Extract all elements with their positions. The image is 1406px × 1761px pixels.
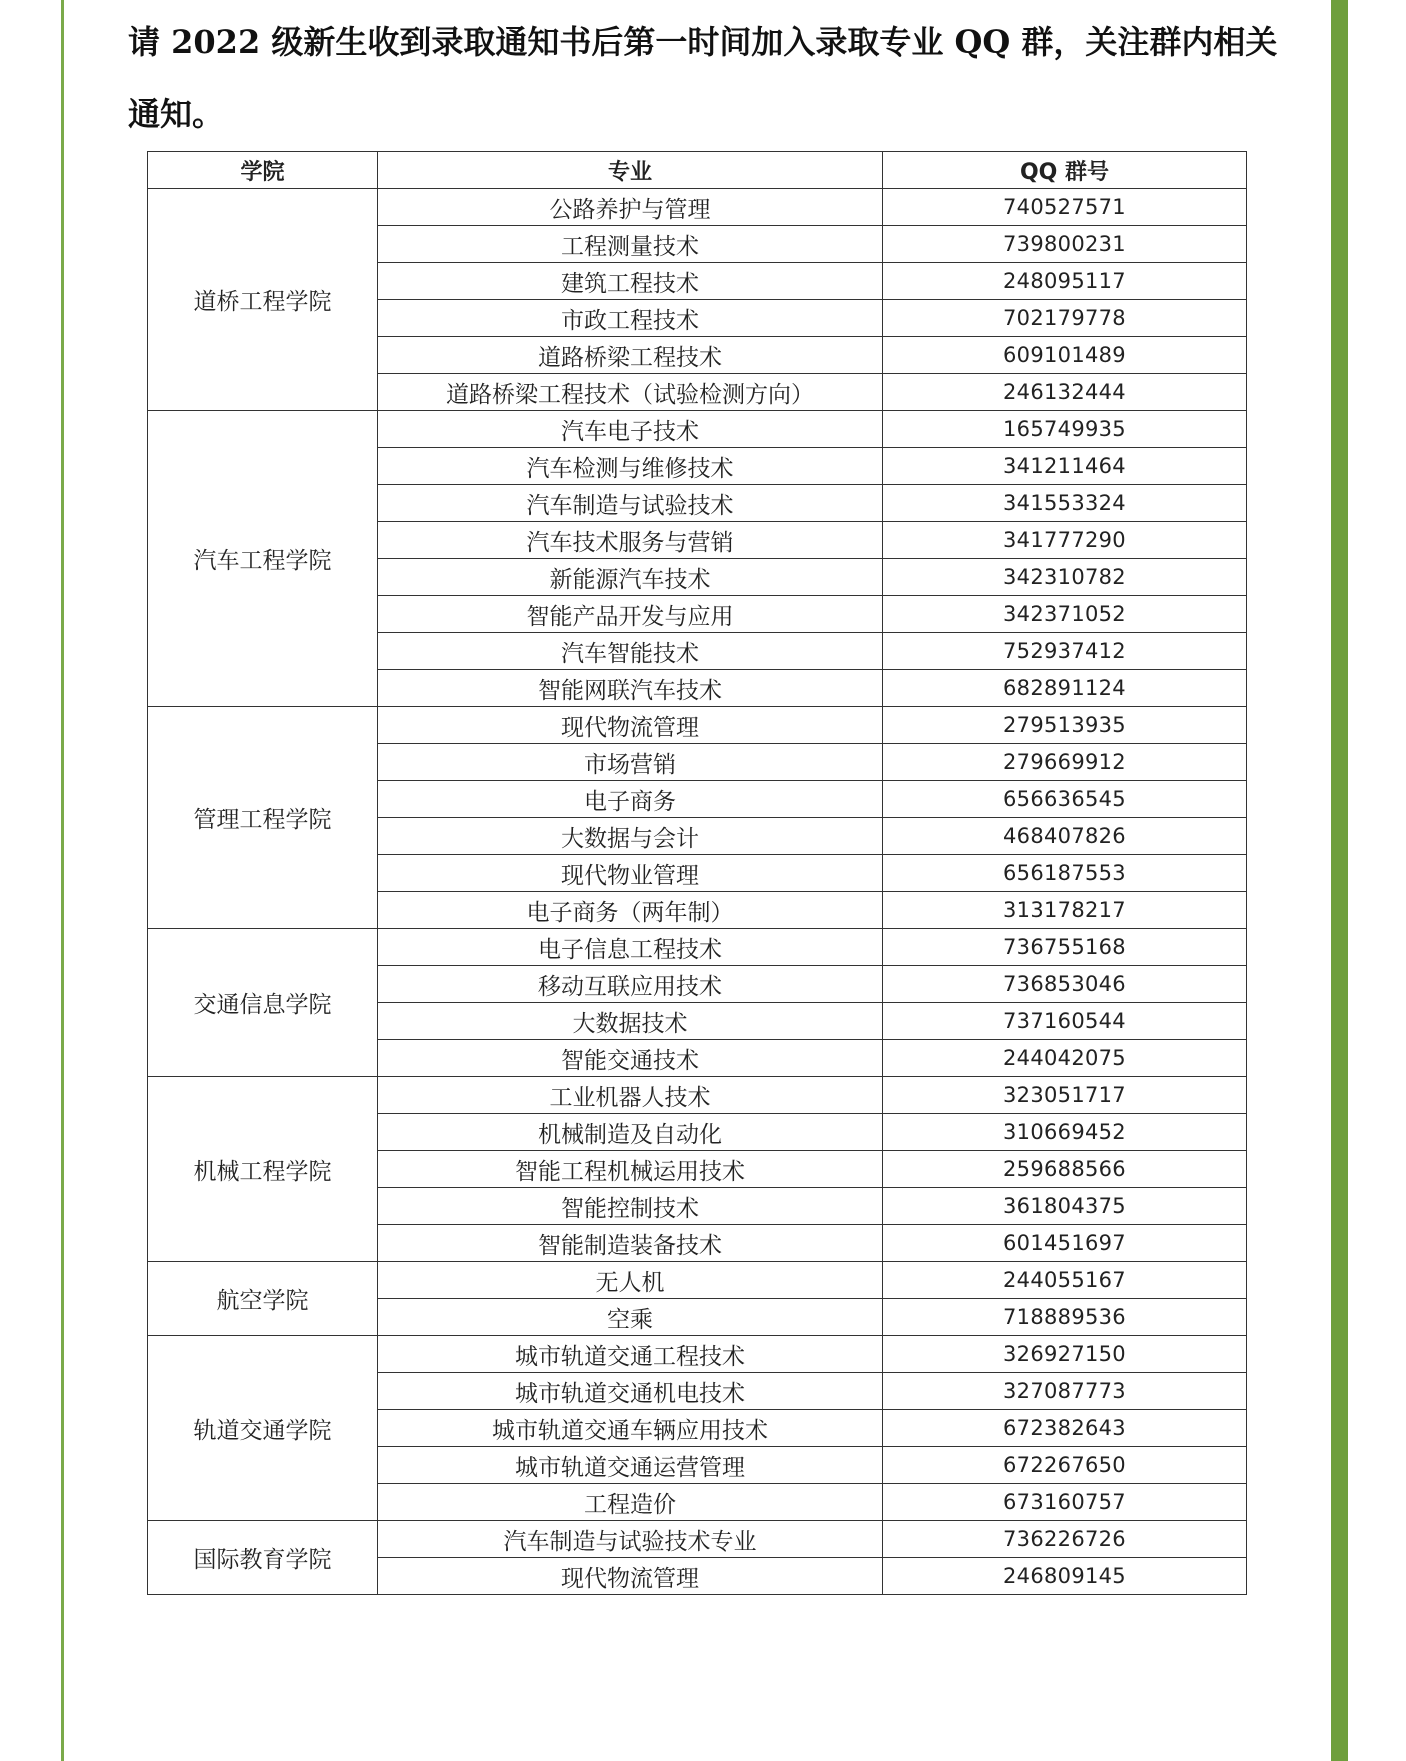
- qq-number-cell: 165749935: [883, 411, 1247, 448]
- qq-number-cell: 341777290: [883, 522, 1247, 559]
- major-cell: 城市轨道交通运营管理: [378, 1447, 883, 1484]
- major-cell: 工业机器人技术: [378, 1077, 883, 1114]
- college-cell: 机械工程学院: [148, 1077, 378, 1262]
- qq-number-cell: 327087773: [883, 1373, 1247, 1410]
- major-cell: 电子信息工程技术: [378, 929, 883, 966]
- major-cell: 道路桥梁工程技术: [378, 337, 883, 374]
- qq-number-cell: 740527571: [883, 189, 1247, 226]
- major-cell: 智能控制技术: [378, 1188, 883, 1225]
- college-cell: 国际教育学院: [148, 1521, 378, 1595]
- qq-number-cell: 682891124: [883, 670, 1247, 707]
- major-cell: 建筑工程技术: [378, 263, 883, 300]
- header-qq: QQ 群号: [883, 152, 1247, 189]
- header-major: 专业: [378, 152, 883, 189]
- major-cell: 汽车智能技术: [378, 633, 883, 670]
- qq-number-cell: 468407826: [883, 818, 1247, 855]
- qq-number-cell: 672382643: [883, 1410, 1247, 1447]
- major-cell: 新能源汽车技术: [378, 559, 883, 596]
- major-cell: 无人机: [378, 1262, 883, 1299]
- major-cell: 市政工程技术: [378, 300, 883, 337]
- qq-group-table: [147, 151, 1247, 1595]
- major-cell: 工程造价: [378, 1484, 883, 1521]
- page-border-left: [61, 0, 64, 1761]
- major-cell: 智能交通技术: [378, 1040, 883, 1077]
- qq-number-cell: 326927150: [883, 1336, 1247, 1373]
- qq-number-cell: 739800231: [883, 226, 1247, 263]
- qq-number-cell: 323051717: [883, 1077, 1247, 1114]
- major-cell: 移动互联应用技术: [378, 966, 883, 1003]
- major-cell: 城市轨道交通车辆应用技术: [378, 1410, 883, 1447]
- college-cell: 航空学院: [148, 1262, 378, 1336]
- table-row: [148, 1521, 1247, 1558]
- college-cell: 交通信息学院: [148, 929, 378, 1077]
- qq-number-cell: 752937412: [883, 633, 1247, 670]
- table-body: [148, 189, 1247, 1595]
- major-cell: 电子商务: [378, 781, 883, 818]
- qq-number-cell: 279513935: [883, 707, 1247, 744]
- major-cell: 机械制造及自动化: [378, 1114, 883, 1151]
- college-cell: 管理工程学院: [148, 707, 378, 929]
- major-cell: 现代物流管理: [378, 1558, 883, 1595]
- qq-number-cell: 246809145: [883, 1558, 1247, 1595]
- major-cell: 道路桥梁工程技术（试验检测方向）: [378, 374, 883, 411]
- qq-number-cell: 736226726: [883, 1521, 1247, 1558]
- qq-number-cell: 672267650: [883, 1447, 1247, 1484]
- major-cell: 工程测量技术: [378, 226, 883, 263]
- major-cell: 汽车制造与试验技术专业: [378, 1521, 883, 1558]
- qq-number-cell: 609101489: [883, 337, 1247, 374]
- qq-number-cell: 259688566: [883, 1151, 1247, 1188]
- major-cell: 电子商务（两年制）: [378, 892, 883, 929]
- qq-number-cell: 313178217: [883, 892, 1247, 929]
- major-cell: 智能产品开发与应用: [378, 596, 883, 633]
- major-cell: 智能制造装备技术: [378, 1225, 883, 1262]
- college-cell: 汽车工程学院: [148, 411, 378, 707]
- major-cell: 城市轨道交通工程技术: [378, 1336, 883, 1373]
- table-row: [148, 929, 1247, 966]
- qq-number-cell: 342310782: [883, 559, 1247, 596]
- qq-number-cell: 244055167: [883, 1262, 1247, 1299]
- qq-number-cell: 246132444: [883, 374, 1247, 411]
- qq-number-cell: 656636545: [883, 781, 1247, 818]
- table-row: [148, 1077, 1247, 1114]
- major-cell: 大数据与会计: [378, 818, 883, 855]
- college-cell: 轨道交通学院: [148, 1336, 378, 1521]
- table-header-row: [148, 152, 1247, 189]
- major-cell: 公路养护与管理: [378, 189, 883, 226]
- major-cell: 汽车制造与试验技术: [378, 485, 883, 522]
- table-row: [148, 189, 1247, 226]
- major-cell: 市场营销: [378, 744, 883, 781]
- qq-number-cell: 279669912: [883, 744, 1247, 781]
- major-cell: 城市轨道交通机电技术: [378, 1373, 883, 1410]
- major-cell: 现代物流管理: [378, 707, 883, 744]
- table-row: [148, 1336, 1247, 1373]
- qq-number-cell: 342371052: [883, 596, 1247, 633]
- table-row: [148, 1262, 1247, 1299]
- college-cell: 道桥工程学院: [148, 189, 378, 411]
- qq-number-cell: 601451697: [883, 1225, 1247, 1262]
- major-cell: 智能工程机械运用技术: [378, 1151, 883, 1188]
- table-row: [148, 707, 1247, 744]
- qq-number-cell: 244042075: [883, 1040, 1247, 1077]
- qq-number-cell: 736853046: [883, 966, 1247, 1003]
- qq-number-cell: 673160757: [883, 1484, 1247, 1521]
- major-cell: 汽车技术服务与营销: [378, 522, 883, 559]
- qq-number-cell: 736755168: [883, 929, 1247, 966]
- qq-number-cell: 341553324: [883, 485, 1247, 522]
- qq-number-cell: 310669452: [883, 1114, 1247, 1151]
- major-cell: 空乘: [378, 1299, 883, 1336]
- intro-notice: 请 2022 级新生收到录取通知书后第一时间加入录取专业 QQ 群，关注群内相关通知。: [128, 23, 1278, 133]
- qq-number-cell: 341211464: [883, 448, 1247, 485]
- major-cell: 汽车电子技术: [378, 411, 883, 448]
- major-cell: 智能网联汽车技术: [378, 670, 883, 707]
- major-cell: 现代物业管理: [378, 855, 883, 892]
- qq-number-cell: 702179778: [883, 300, 1247, 337]
- qq-number-cell: 718889536: [883, 1299, 1247, 1336]
- qq-number-cell: 361804375: [883, 1188, 1247, 1225]
- qq-number-cell: 656187553: [883, 855, 1247, 892]
- qq-number-cell: 248095117: [883, 263, 1247, 300]
- page-border-right: [1331, 0, 1348, 1761]
- major-cell: 汽车检测与维修技术: [378, 448, 883, 485]
- qq-number-cell: 737160544: [883, 1003, 1247, 1040]
- header-college: 学院: [148, 152, 378, 189]
- table-row: [148, 411, 1247, 448]
- major-cell: 大数据技术: [378, 1003, 883, 1040]
